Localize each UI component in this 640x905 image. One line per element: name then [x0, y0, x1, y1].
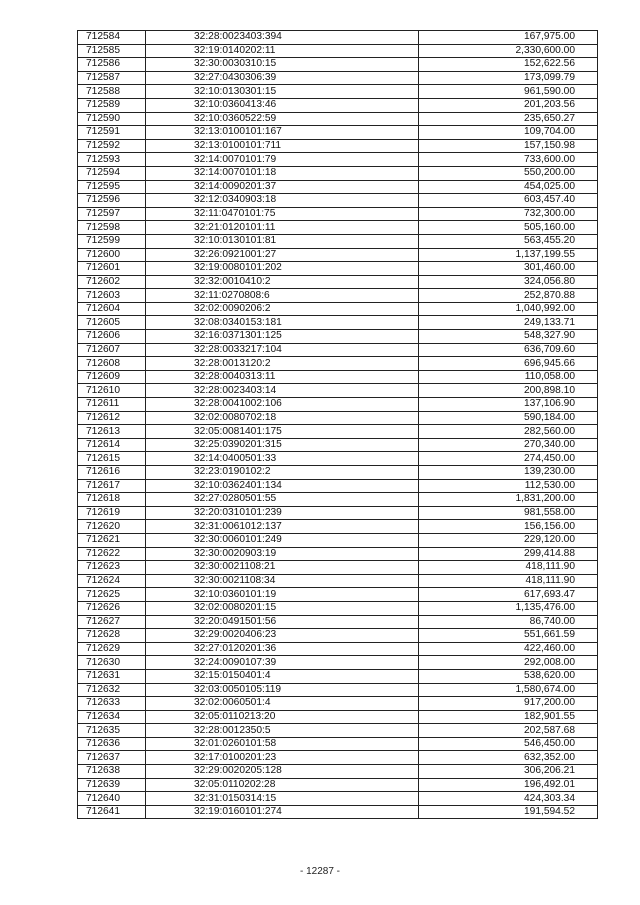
cadastral-number-cell: 32:19:0160101:274	[146, 805, 419, 819]
cadastral-value-cell: 274,450.00	[419, 452, 598, 466]
cadastral-number-cell: 32:27:0280501:55	[146, 493, 419, 507]
row-number-cell: 712607	[78, 343, 146, 357]
cadastral-number-cell: 32:27:0430306:39	[146, 71, 419, 85]
cadastral-value-cell: 505,160.00	[419, 221, 598, 235]
cadastral-number-cell: 32:17:0100201:23	[146, 751, 419, 765]
table-row	[78, 792, 598, 806]
cadastral-number-cell: 32:25:0390201:315	[146, 438, 419, 452]
row-number-cell: 712592	[78, 139, 146, 153]
cadastral-number-cell: 32:30:0020903:19	[146, 547, 419, 561]
table-row	[78, 330, 598, 344]
cadastral-value-cell: 235,650.27	[419, 112, 598, 126]
row-number-cell: 712587	[78, 71, 146, 85]
table-row	[78, 561, 598, 575]
cadastral-number-cell: 32:15:0150401:4	[146, 669, 419, 683]
row-number-cell: 712622	[78, 547, 146, 561]
row-number-cell: 712639	[78, 778, 146, 792]
cadastral-number-cell: 32:21:0120101:11	[146, 221, 419, 235]
cadastral-value-cell: 1,040,992.00	[419, 302, 598, 316]
cadastral-value-cell: 696,945.66	[419, 357, 598, 371]
row-number-cell: 712617	[78, 479, 146, 493]
table-row	[78, 615, 598, 629]
cadastral-value-cell: 306,206.21	[419, 765, 598, 779]
cadastral-value-cell: 292,008.00	[419, 656, 598, 670]
cadastral-value-cell: 546,450.00	[419, 737, 598, 751]
cadastral-value-cell: 1,135,476.00	[419, 601, 598, 615]
row-number-cell: 712605	[78, 316, 146, 330]
table-row	[78, 438, 598, 452]
cadastral-value-cell: 418,111.90	[419, 561, 598, 575]
table-row	[78, 683, 598, 697]
table-row	[78, 765, 598, 779]
cadastral-value-cell: 733,600.00	[419, 153, 598, 167]
table-row	[78, 166, 598, 180]
row-number-cell: 712602	[78, 275, 146, 289]
row-number-cell: 712627	[78, 615, 146, 629]
cadastral-number-cell: 32:20:0310101:239	[146, 506, 419, 520]
table-row	[78, 126, 598, 140]
cadastral-value-cell: 86,740.00	[419, 615, 598, 629]
table-row	[78, 153, 598, 167]
cadastral-value-cell: 550,200.00	[419, 166, 598, 180]
cadastral-value-cell: 139,230.00	[419, 466, 598, 480]
cadastral-value-cell: 109,704.00	[419, 126, 598, 140]
table-row	[78, 547, 598, 561]
row-number-cell: 712619	[78, 506, 146, 520]
cadastral-number-cell: 32:13:0100101:711	[146, 139, 419, 153]
cadastral-value-cell: 252,870.88	[419, 289, 598, 303]
cadastral-number-cell: 32:28:0012350:5	[146, 724, 419, 738]
table-row	[78, 139, 598, 153]
cadastral-number-cell: 32:32:0010410:2	[146, 275, 419, 289]
table-row	[78, 737, 598, 751]
cadastral-value-cell: 422,460.00	[419, 642, 598, 656]
cadastral-number-cell: 32:26:0921001:27	[146, 248, 419, 262]
row-number-cell: 712591	[78, 126, 146, 140]
table-row	[78, 697, 598, 711]
cadastral-number-cell: 32:19:0080101:202	[146, 262, 419, 276]
cadastral-value-cell: 538,620.00	[419, 669, 598, 683]
cadastral-value-cell: 152,622.56	[419, 58, 598, 72]
table-row	[78, 751, 598, 765]
cadastral-number-cell: 32:30:0030310:15	[146, 58, 419, 72]
table-row	[78, 370, 598, 384]
row-number-cell: 712608	[78, 357, 146, 371]
row-number-cell: 712604	[78, 302, 146, 316]
table-row	[78, 520, 598, 534]
cadastral-number-cell: 32:30:0021108:21	[146, 561, 419, 575]
row-number-cell: 712633	[78, 697, 146, 711]
table-row	[78, 411, 598, 425]
cadastral-number-cell: 32:10:0130301:15	[146, 85, 419, 99]
row-number-cell: 712606	[78, 330, 146, 344]
cadastral-value-cell: 112,530.00	[419, 479, 598, 493]
row-number-cell: 712624	[78, 574, 146, 588]
table-row	[78, 112, 598, 126]
row-number-cell: 712623	[78, 561, 146, 575]
cadastral-number-cell: 32:11:0270808:6	[146, 289, 419, 303]
table-row	[78, 384, 598, 398]
cadastral-number-cell: 32:05:0081401:175	[146, 425, 419, 439]
row-number-cell: 712638	[78, 765, 146, 779]
cadastral-number-cell: 32:14:0400501:33	[146, 452, 419, 466]
cadastral-number-cell: 32:31:0150314:15	[146, 792, 419, 806]
row-number-cell: 712588	[78, 85, 146, 99]
cadastral-number-cell: 32:08:0340153:181	[146, 316, 419, 330]
cadastral-number-cell: 32:05:0110213:20	[146, 710, 419, 724]
cadastral-value-cell: 201,203.56	[419, 98, 598, 112]
cadastral-number-cell: 32:23:0190102:2	[146, 466, 419, 480]
table-row	[78, 724, 598, 738]
row-number-cell: 712598	[78, 221, 146, 235]
table-row	[78, 506, 598, 520]
table-row	[78, 221, 598, 235]
table-row	[78, 425, 598, 439]
cadastral-value-cell: 301,460.00	[419, 262, 598, 276]
cadastral-number-cell: 32:05:0110202:28	[146, 778, 419, 792]
cadastral-number-cell: 32:24:0090107:39	[146, 656, 419, 670]
row-number-cell: 712628	[78, 629, 146, 643]
table-row	[78, 452, 598, 466]
cadastral-number-cell: 32:30:0060101:249	[146, 533, 419, 547]
cadastral-number-cell: 32:28:0040313:11	[146, 370, 419, 384]
cadastral-number-cell: 32:20:0491501:56	[146, 615, 419, 629]
cadastral-value-cell: 917,200.00	[419, 697, 598, 711]
cadastral-number-cell: 32:28:0013120:2	[146, 357, 419, 371]
table-body	[78, 31, 598, 819]
cadastral-number-cell: 32:28:0023403:14	[146, 384, 419, 398]
table-row	[78, 805, 598, 819]
table-row	[78, 316, 598, 330]
table-row	[78, 234, 598, 248]
cadastral-value-cell: 229,120.00	[419, 533, 598, 547]
row-number-cell: 712610	[78, 384, 146, 398]
row-number-cell: 712620	[78, 520, 146, 534]
cadastral-value-cell: 732,300.00	[419, 207, 598, 221]
table-row	[78, 180, 598, 194]
cadastral-number-cell: 32:14:0090201:37	[146, 180, 419, 194]
row-number-cell: 712590	[78, 112, 146, 126]
row-number-cell: 712618	[78, 493, 146, 507]
table-row	[78, 669, 598, 683]
row-number-cell: 712609	[78, 370, 146, 384]
cadastral-value-cell: 191,594.52	[419, 805, 598, 819]
table-row	[78, 601, 598, 615]
table-row	[78, 533, 598, 547]
table-row	[78, 629, 598, 643]
table-row	[78, 302, 598, 316]
cadastral-value-table	[77, 30, 598, 819]
table-row	[78, 289, 598, 303]
table-row	[78, 98, 598, 112]
row-number-cell: 712621	[78, 533, 146, 547]
cadastral-number-cell: 32:14:0070101:79	[146, 153, 419, 167]
row-number-cell: 712595	[78, 180, 146, 194]
cadastral-value-cell: 249,133.71	[419, 316, 598, 330]
row-number-cell: 712625	[78, 588, 146, 602]
cadastral-value-cell: 548,327.90	[419, 330, 598, 344]
table-row	[78, 71, 598, 85]
cadastral-number-cell: 32:02:0080702:18	[146, 411, 419, 425]
table-row	[78, 248, 598, 262]
table-row	[78, 31, 598, 45]
cadastral-number-cell: 32:02:0060501:4	[146, 697, 419, 711]
row-number-cell: 712601	[78, 262, 146, 276]
cadastral-value-cell: 424,303.34	[419, 792, 598, 806]
row-number-cell: 712630	[78, 656, 146, 670]
cadastral-value-cell: 157,150.98	[419, 139, 598, 153]
table-row	[78, 710, 598, 724]
cadastral-number-cell: 32:02:0090206:2	[146, 302, 419, 316]
table-row	[78, 85, 598, 99]
cadastral-value-cell: 137,106.90	[419, 398, 598, 412]
row-number-cell: 712612	[78, 411, 146, 425]
table-row	[78, 58, 598, 72]
cadastral-value-cell: 200,898.10	[419, 384, 598, 398]
table-row	[78, 493, 598, 507]
cadastral-value-cell: 110,058.00	[419, 370, 598, 384]
table-row	[78, 479, 598, 493]
row-number-cell: 712614	[78, 438, 146, 452]
table-row	[78, 588, 598, 602]
page-number: - 12287 -	[299, 866, 341, 877]
row-number-cell: 712611	[78, 398, 146, 412]
row-number-cell: 712600	[78, 248, 146, 262]
cadastral-value-cell: 617,693.47	[419, 588, 598, 602]
cadastral-number-cell: 32:12:0340903:18	[146, 194, 419, 208]
row-number-cell: 712599	[78, 234, 146, 248]
cadastral-value-cell: 270,340.00	[419, 438, 598, 452]
cadastral-value-cell: 551,661.59	[419, 629, 598, 643]
cadastral-number-cell: 32:29:0020205:128	[146, 765, 419, 779]
table-row	[78, 642, 598, 656]
table-row	[78, 466, 598, 480]
cadastral-number-cell: 32:01:0260101:58	[146, 737, 419, 751]
table-row	[78, 574, 598, 588]
row-number-cell: 712640	[78, 792, 146, 806]
cadastral-number-cell: 32:28:0041002:106	[146, 398, 419, 412]
cadastral-number-cell: 32:30:0021108:34	[146, 574, 419, 588]
cadastral-number-cell: 32:29:0020406:23	[146, 629, 419, 643]
cadastral-number-cell: 32:19:0140202:11	[146, 44, 419, 58]
row-number-cell: 712631	[78, 669, 146, 683]
table-row	[78, 275, 598, 289]
row-number-cell: 712636	[78, 737, 146, 751]
table-row	[78, 357, 598, 371]
row-number-cell: 712632	[78, 683, 146, 697]
cadastral-number-cell: 32:10:0362401:134	[146, 479, 419, 493]
cadastral-value-cell: 2,330,600.00	[419, 44, 598, 58]
cadastral-number-cell: 32:28:0023403:394	[146, 31, 419, 45]
row-number-cell: 712629	[78, 642, 146, 656]
cadastral-value-cell: 182,901.55	[419, 710, 598, 724]
cadastral-value-cell: 1,580,674.00	[419, 683, 598, 697]
table-row	[78, 778, 598, 792]
row-number-cell: 712584	[78, 31, 146, 45]
cadastral-value-cell: 1,137,199.55	[419, 248, 598, 262]
row-number-cell: 712616	[78, 466, 146, 480]
table-row	[78, 656, 598, 670]
cadastral-value-cell: 418,111.90	[419, 574, 598, 588]
cadastral-value-cell: 981,558.00	[419, 506, 598, 520]
cadastral-value-cell: 324,056.80	[419, 275, 598, 289]
cadastral-value-cell: 1,831,200.00	[419, 493, 598, 507]
cadastral-value-cell: 636,709.60	[419, 343, 598, 357]
cadastral-number-cell: 32:10:0360101:19	[146, 588, 419, 602]
cadastral-number-cell: 32:13:0100101:167	[146, 126, 419, 140]
table-row	[78, 398, 598, 412]
cadastral-number-cell: 32:11:0470101:75	[146, 207, 419, 221]
cadastral-number-cell: 32:10:0360522:59	[146, 112, 419, 126]
cadastral-number-cell: 32:03:0050105:119	[146, 683, 419, 697]
cadastral-number-cell: 32:28:0033217:104	[146, 343, 419, 357]
table-row	[78, 194, 598, 208]
row-number-cell: 712596	[78, 194, 146, 208]
cadastral-number-cell: 32:10:0130101:81	[146, 234, 419, 248]
cadastral-value-cell: 961,590.00	[419, 85, 598, 99]
row-number-cell: 712615	[78, 452, 146, 466]
cadastral-value-cell: 454,025.00	[419, 180, 598, 194]
cadastral-value-cell: 299,414.88	[419, 547, 598, 561]
table-row	[78, 262, 598, 276]
row-number-cell: 712637	[78, 751, 146, 765]
table-row	[78, 343, 598, 357]
cadastral-number-cell: 32:16:0371301:125	[146, 330, 419, 344]
table-row	[78, 44, 598, 58]
row-number-cell: 712613	[78, 425, 146, 439]
cadastral-value-cell: 196,492.01	[419, 778, 598, 792]
cadastral-value-cell: 202,587.68	[419, 724, 598, 738]
row-number-cell: 712589	[78, 98, 146, 112]
row-number-cell: 712594	[78, 166, 146, 180]
cadastral-value-cell: 156,156.00	[419, 520, 598, 534]
row-number-cell: 712635	[78, 724, 146, 738]
row-number-cell: 712585	[78, 44, 146, 58]
row-number-cell: 712641	[78, 805, 146, 819]
cadastral-value-cell: 563,455.20	[419, 234, 598, 248]
cadastral-number-cell: 32:31:0061012:137	[146, 520, 419, 534]
cadastral-value-cell: 167,975.00	[419, 31, 598, 45]
row-number-cell: 712603	[78, 289, 146, 303]
row-number-cell: 712597	[78, 207, 146, 221]
row-number-cell: 712593	[78, 153, 146, 167]
row-number-cell: 712634	[78, 710, 146, 724]
cadastral-value-cell: 603,457.40	[419, 194, 598, 208]
row-number-cell: 712586	[78, 58, 146, 72]
cadastral-number-cell: 32:27:0120201:36	[146, 642, 419, 656]
cadastral-number-cell: 32:10:0360413:46	[146, 98, 419, 112]
cadastral-number-cell: 32:02:0080201:15	[146, 601, 419, 615]
cadastral-value-cell: 632,352.00	[419, 751, 598, 765]
cadastral-number-cell: 32:14:0070101:18	[146, 166, 419, 180]
row-number-cell: 712626	[78, 601, 146, 615]
table-row	[78, 207, 598, 221]
cadastral-value-cell: 282,560.00	[419, 425, 598, 439]
cadastral-value-cell: 590,184.00	[419, 411, 598, 425]
cadastral-value-cell: 173,099.79	[419, 71, 598, 85]
